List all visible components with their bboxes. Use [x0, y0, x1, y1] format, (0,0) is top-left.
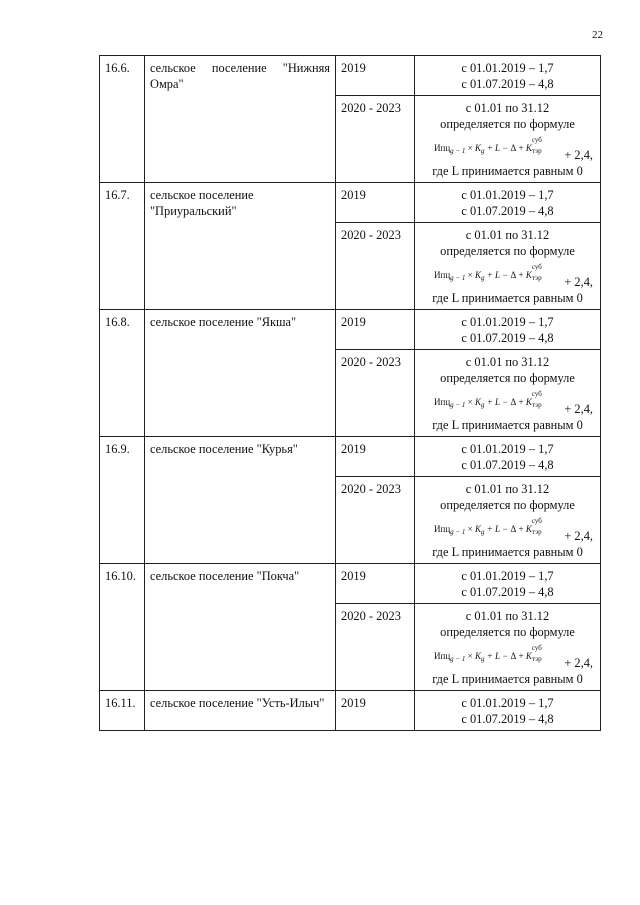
- value-cell: с 01.01 по 31.12 определяется по формуле $Ипц_{g - 1} \times K_g + L - \Delta + K$ суб тэр + 2,4, где L принимается равным 0: [415, 223, 601, 310]
- period-cell: 2020 - 2023: [336, 350, 415, 437]
- period-cell: 2019: [336, 564, 415, 604]
- table-row: [100, 564, 601, 604]
- value-cell: с 01.01.2019 – 1,7 с 01.07.2019 – 4,8: [415, 437, 601, 477]
- row-number: 16.8.: [100, 310, 145, 437]
- settlement-name: сельское поселение "Якша": [145, 310, 336, 437]
- table-row: [100, 437, 601, 477]
- period-cell: 2019: [336, 56, 415, 96]
- value-cell: с 01.01.2019 – 1,7 с 01.07.2019 – 4,8: [415, 564, 601, 604]
- table-row: [100, 56, 601, 96]
- value-cell: с 01.01.2019 – 1,7 с 01.07.2019 – 4,8: [415, 310, 601, 350]
- value-cell: с 01.01 по 31.12 определяется по формуле $Ипц_{g - 1} \times K_g + L - \Delta + K$ суб тэр + 2,4, где L принимается равным 0: [415, 604, 601, 691]
- period-cell: 2020 - 2023: [336, 477, 415, 564]
- value-cell: с 01.01.2019 – 1,7 с 01.07.2019 – 4,8: [415, 183, 601, 223]
- settlement-name: сельское поселение "Курья": [145, 437, 336, 564]
- value-cell: с 01.01 по 31.12 определяется по формуле $Ипц_{g - 1} \times K_g + L - \Delta + K$ суб тэр + 2,4, где L принимается равным 0: [415, 350, 601, 437]
- value-cell: с 01.01.2019 – 1,7 с 01.07.2019 – 4,8: [415, 691, 601, 731]
- period-cell: 2019: [336, 437, 415, 477]
- settlement-name: сельское поселение "Усть-Илыч": [145, 691, 336, 731]
- row-number: 16.9.: [100, 437, 145, 564]
- period-cell: 2020 - 2023: [336, 604, 415, 691]
- value-cell: с 01.01 по 31.12 определяется по формуле $Ипц_{g - 1} \times K_g + L - \Delta + K$ суб тэр + 2,4, где L принимается равным 0: [415, 477, 601, 564]
- table-row: [100, 183, 601, 223]
- row-number: 16.10.: [100, 564, 145, 691]
- row-number: 16.7.: [100, 183, 145, 310]
- formula: $Ипц_{g - 1} \times K_g + L - \Delta + K$ суб тэр + 2,4,: [434, 644, 593, 670]
- value-cell: с 01.01.2019 – 1,7 с 01.07.2019 – 4,8: [415, 56, 601, 96]
- period-cell: 2019: [336, 183, 415, 223]
- page-number: 22: [592, 29, 603, 41]
- formula: $Ипц_{g - 1} \times K_g + L - \Delta + K$ суб тэр + 2,4,: [434, 136, 593, 162]
- value-cell: с 01.01 по 31.12 определяется по формуле $Ипц_{g - 1} \times K_g + L - \Delta + K$ суб тэр + 2,4, где L принимается равным 0: [415, 96, 601, 183]
- row-number: 16.11.: [100, 691, 145, 731]
- tariff-table-body: [100, 56, 601, 731]
- period-cell: 2020 - 2023: [336, 223, 415, 310]
- tariff-table: [99, 55, 601, 731]
- period-cell: 2020 - 2023: [336, 96, 415, 183]
- row-number: 16.6.: [100, 56, 145, 183]
- formula: $Ипц_{g - 1} \times K_g + L - \Delta + K$ суб тэр + 2,4,: [434, 263, 593, 289]
- period-cell: 2019: [336, 691, 415, 731]
- period-cell: 2019: [336, 310, 415, 350]
- table-row: [100, 310, 601, 350]
- table-row: [100, 691, 601, 731]
- settlement-name: сельское поселение "Приуральский": [145, 183, 336, 310]
- settlement-name: сельское поселение "Нижняя Омра": [145, 56, 336, 183]
- formula: $Ипц_{g - 1} \times K_g + L - \Delta + K$ суб тэр + 2,4,: [434, 517, 593, 543]
- formula: $Ипц_{g - 1} \times K_g + L - \Delta + K$ суб тэр + 2,4,: [434, 390, 593, 416]
- settlement-name: сельское поселение "Покча": [145, 564, 336, 691]
